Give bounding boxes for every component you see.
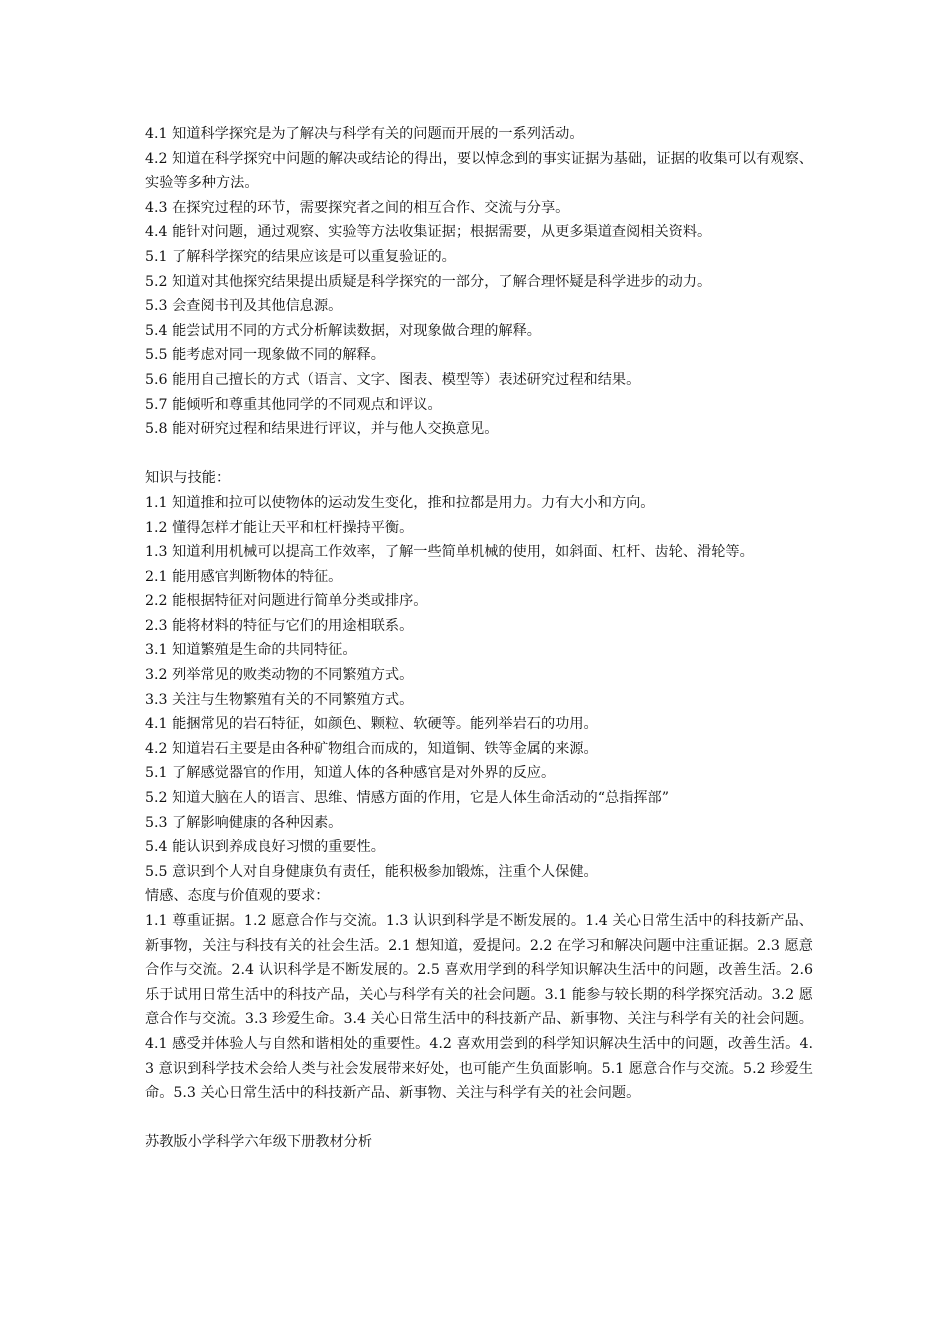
process-item: 5.1 了解科学探究的结果应该是可以重复验证的。 (145, 248, 456, 265)
process-item: 4.3 在探究过程的环节，需要探究者之间的相互合作、交流与分享。 (145, 199, 570, 216)
knowledge-item: 5.4 能认识到养成良好习惯的重要性。 (145, 839, 385, 856)
knowledge-item: 5.2 知道大脑在人的语言、思维、情感方面的作用，它是人体生命活动的“总指挥部” (145, 790, 669, 807)
attitude-paragraph: 1.1 尊重证据。1.2 愿意合作与交流。1.3 认识到科学是不断发展的。1.4 关心日常生活中的科技新产品、新事物，关注与科技有关的社会生活。2.1 想知道，爱提问。2.2 在学习和解决问题中注重证据。2.3 愿意合作与交流。2.4 认识科学是不断发展的。2.5 喜欢用学到的科学知识解决生活中的问题，改善生活。2.6 乐于试用日常生活中的科技产品，关心与科学有关的社会问题。3.1 能参与较长期的科学探究活动。3.2 愿意合作与交流。3.3 珍爱生命。3.4 关心日常生活中的科技新产品、新事物、关注与科学有关的社会问题。4.1 感受并体验人与自然和谐相处的重要性。4.2 喜欢用尝到的科学知识解决生活中的问题，改善生活。4.3 意识到科学技术会给人类与社会发展带来好处，也可能产生负面影响。5.1 愿意合作与交流。5.2 珍爱生命。5.3 关心日常生活中的科技新产品、新事物、关注与科学有关的社会问题。 (145, 913, 813, 1102)
process-item: 5.4 能尝试用不同的方式分析解读数据，对现象做合理的解释。 (145, 322, 541, 339)
knowledge-item: 3.2 列举常见的败类动物的不同繁殖方式。 (145, 667, 414, 684)
process-item: 4.2 知道在科学探究中问题的解决或结论的得出，要以悼念到的事实证据为基础，证据的收集可以有观察、实验等多种方法。 (145, 150, 813, 192)
blank-line (145, 442, 813, 467)
knowledge-item: 2.3 能将材料的特征与它们的用途相联系。 (145, 617, 414, 634)
process-item: 5.6 能用自己擅长的方式（语言、文字、图表、模型等）表述研究过程和结果。 (145, 371, 641, 388)
knowledge-item: 2.1 能用感官判断物体的特征。 (145, 568, 343, 585)
process-item: 5.2 知道对其他探究结果提出质疑是科学探究的一部分，了解合理怀疑是科学进步的动力。 (145, 273, 712, 290)
knowledge-item: 4.1 能捆常见的岩石特征，如颜色、颗粒、软硬等。能列举岩石的功用。 (145, 716, 598, 733)
process-item: 5.7 能倾听和尊重其他同学的不同观点和评议。 (145, 396, 442, 413)
knowledge-item: 5.1 了解感觉器官的作用，知道人体的各种感官是对外界的反应。 (145, 765, 556, 782)
knowledge-item: 3.1 知道繁殖是生命的共同特征。 (145, 642, 357, 659)
process-item: 4.1 知道科学探究是为了解决与科学有关的问题而开展的一系列活动。 (145, 126, 584, 142)
process-item: 5.5 能考虑对同一现象做不同的解释。 (145, 347, 385, 364)
process-item: 5.8 能对研究过程和结果进行评议，并与他人交换意见。 (145, 421, 499, 438)
knowledge-item: 3.3 关注与生物繁殖有关的不同繁殖方式。 (145, 691, 414, 708)
attitude-heading: 情感、态度与价值观的要求： (145, 888, 330, 905)
knowledge-item: 1.3 知道利用机械可以提高工作效率，了解一些简单机械的使用，如斜面、杠杆、齿轮、滑轮等。 (145, 544, 754, 561)
document-body (145, 122, 813, 1155)
knowledge-heading: 知识与技能： (145, 470, 231, 487)
knowledge-item: 1.1 知道推和拉可以使物体的运动发生变化，推和拉都是用力。力有大小和方向。 (145, 494, 655, 511)
knowledge-item: 4.2 知道岩石主要是由各种矿物组合而成的，知道铜、铁等金属的来源。 (145, 740, 598, 757)
knowledge-item: 5.5 意识到个人对自身健康负有责任，能积极参加锻炼，注重个人保健。 (145, 863, 598, 880)
blank-line (145, 1106, 813, 1131)
knowledge-item: 5.3 了解影响健康的各种因素。 (145, 814, 343, 831)
process-item: 5.3 会查阅书刊及其他信息源。 (145, 298, 343, 315)
process-item: 4.4 能针对问题，通过观察、实验等方法收集证据；根据需要，从更多渠道查阅相关资料。 (145, 224, 712, 241)
closing-title: 苏教版小学科学六年级下册教材分析 (145, 1134, 373, 1151)
knowledge-item: 1.2 懂得怎样才能让天平和杠杆操持平衡。 (145, 519, 414, 536)
knowledge-item: 2.2 能根据特征对问题进行简单分类或排序。 (145, 593, 428, 610)
